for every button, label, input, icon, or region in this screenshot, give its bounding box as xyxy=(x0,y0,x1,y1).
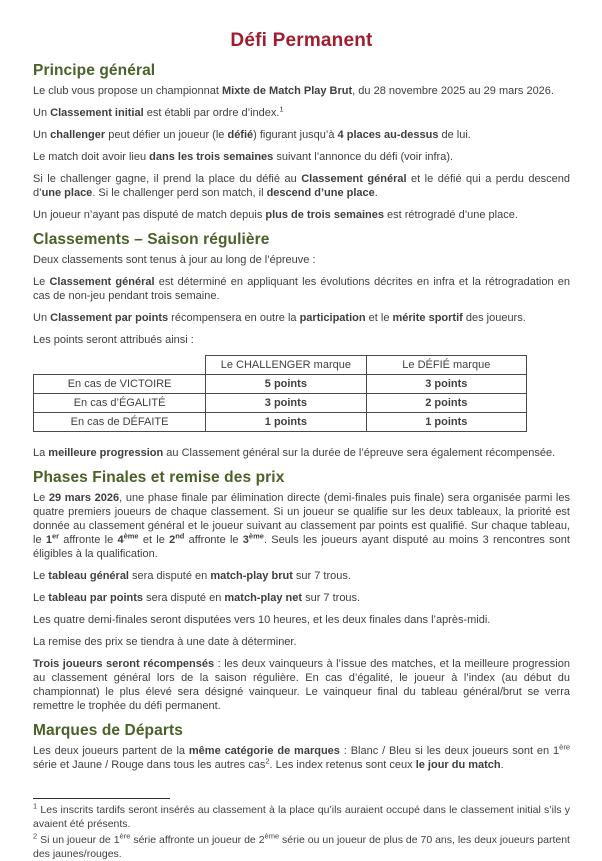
bold-run: même catégorie de marques xyxy=(188,745,340,757)
bold-run: dans les trois semaines xyxy=(149,151,274,163)
points-cell: 2 points xyxy=(366,394,526,413)
section-heading: Principe général xyxy=(33,62,156,79)
superscript: 1 xyxy=(279,104,284,114)
text-run: est déterminé en appliquant les évolutions décrites en infra et la rétrogradation en cas de non-jeu pendant trois semaine. xyxy=(33,276,571,302)
text-run: Les points seront attribués ainsi : xyxy=(33,334,194,346)
bold-run: 4 places au-dessus xyxy=(337,129,439,141)
paragraph xyxy=(33,150,570,164)
row-label-cell: En cas de DÉFAITE xyxy=(34,413,206,432)
superscript: 1 xyxy=(33,801,38,811)
text-run: Les deux joueurs partent de la xyxy=(33,745,189,757)
bold-run: Classement général xyxy=(301,173,407,185)
text-run: sera disputé en xyxy=(143,592,225,604)
text-run: est établi par ordre d’index. xyxy=(143,107,280,119)
text-run: Le xyxy=(33,276,50,288)
text-run: au Classement général sur la durée de l’épreuve sera également récompensée. xyxy=(163,447,556,459)
superscript: ère xyxy=(559,742,570,752)
bold-run: 4 xyxy=(117,534,124,546)
superscript: ème xyxy=(264,831,280,841)
text-run: . Si le challenger perd son match, il xyxy=(92,187,267,199)
bold-run: Trois joueurs seront récompensés xyxy=(33,658,215,670)
paragraph xyxy=(33,657,570,713)
text-run: sera disputé en xyxy=(129,570,211,582)
table-header-cell: Le DÉFIÉ marque xyxy=(366,356,526,375)
paragraph xyxy=(33,106,570,120)
text-run: série affronte un joueur de 2 xyxy=(130,834,265,846)
paragraph xyxy=(33,591,570,605)
text-run: . Les index retenus sont ceux xyxy=(269,759,416,771)
text-run: affronte le xyxy=(184,534,243,546)
paragraph xyxy=(33,744,570,772)
table-row xyxy=(34,413,527,432)
text-run: . Seuls les joueurs ayant disputé au moins 3 rencontres sont éligibles à la qualification. xyxy=(33,534,570,560)
points-cell: 1 points xyxy=(366,413,526,432)
bold-run: Mixte de Match Play Brut xyxy=(221,85,353,97)
superscript: ème xyxy=(123,531,139,541)
paragraph xyxy=(33,208,570,222)
text-run: est rétrogradé d’une place. xyxy=(383,209,518,221)
bold-run: descend d’une place xyxy=(266,187,375,199)
text-run: Les quatre demi-finales seront disputées vers 10 heures, et les deux finales dans l’après-midi. xyxy=(33,614,491,626)
bold-run: Classement initial xyxy=(50,107,144,119)
bold-run: mérite sportif xyxy=(392,312,463,324)
text-run: suivant l’annonce du défi (voir infra). xyxy=(273,151,454,163)
text-run: récompensera en outre la xyxy=(168,312,300,324)
bold-run: une place xyxy=(41,187,93,199)
bold-run: plus de trois semaines xyxy=(265,209,384,221)
document-body xyxy=(33,62,570,861)
bold-run: 2 xyxy=(169,534,176,546)
table-blank-cell xyxy=(34,356,206,375)
section-heading: Classements – Saison régulière xyxy=(33,231,270,248)
footnote-separator xyxy=(33,798,170,799)
text-run: Les inscrits tardifs seront insérés au classement à la place qu’ils auraient occupé dans le classement initial s’ils y avaient été présents. xyxy=(33,804,570,830)
text-run: , du 28 novembre 2025 au 29 mars 2026. xyxy=(352,85,554,97)
text-run: La xyxy=(33,447,49,459)
text-run: : Blanc / Bleu si les deux joueurs sont en 1 xyxy=(339,745,560,757)
paragraph xyxy=(33,635,570,649)
text-run: : les deux vainqueurs à l’issue des matches, et la meilleure progression au classement général lors de la saison régulière. En cas d’égalité, le joueur à l’index (au début du championnat) le plus élevé sera désigné vainqueur. Le vainqueur final du tableau général/brut se verra remettre le trophée du défi permanent. xyxy=(33,658,570,712)
text-run: série ou un joueur de plus de 70 ans, les deux joueurs partent des jaunes/rouges. xyxy=(33,834,570,860)
bold-run: match-play net xyxy=(224,592,303,604)
paragraph xyxy=(33,569,570,583)
superscript: ère xyxy=(119,831,131,841)
bold-run: 3 xyxy=(242,534,249,546)
bold-run: défié xyxy=(227,129,254,141)
bold-run: meilleure progression xyxy=(48,447,164,459)
bold-run: tableau par points xyxy=(48,592,144,604)
text-run: Si le challenger gagne, il prend la place du défié au xyxy=(33,173,302,185)
text-run: Un xyxy=(33,107,51,119)
footnote xyxy=(33,801,570,831)
paragraph xyxy=(33,491,570,561)
points-table-wrap xyxy=(33,355,570,432)
text-run: . xyxy=(500,759,504,771)
text-run: Un joueur n’ayant pas disputé de match depuis xyxy=(33,209,266,221)
bold-run: 29 mars 2026 xyxy=(48,492,120,504)
superscript: 2 xyxy=(265,756,270,766)
table-header-row xyxy=(34,356,527,375)
bold-run: 1 xyxy=(45,534,52,546)
table-header-cell: Le CHALLENGER marque xyxy=(206,356,366,375)
table-row xyxy=(34,375,527,394)
text-run: et le xyxy=(138,534,170,546)
text-run: sur 7 trous. xyxy=(292,570,351,582)
bold-run: Classement général xyxy=(49,276,155,288)
paragraph xyxy=(33,275,570,303)
text-run: et le xyxy=(365,312,393,324)
text-run: Le xyxy=(33,592,49,604)
points-cell: 5 points xyxy=(206,375,366,394)
bold-run: le jour du match xyxy=(415,759,501,771)
section-heading: Phases Finales et remise des prix xyxy=(33,469,285,486)
text-run: Deux classements sont tenus à jour au long de l’épreuve : xyxy=(33,254,316,266)
text-run: Le club vous propose un championnat xyxy=(33,85,222,97)
text-run: peut défier un joueur (le xyxy=(105,129,228,141)
paragraph xyxy=(33,172,570,200)
points-cell: 1 points xyxy=(206,413,366,432)
paragraph xyxy=(33,613,570,627)
section-heading: Marques de Départs xyxy=(33,722,183,739)
paragraph xyxy=(33,446,570,460)
text-run: affronte le xyxy=(59,534,118,546)
paragraph xyxy=(33,253,570,267)
document-title: Défi Permanent xyxy=(230,30,373,51)
text-run: série et Jaune / Rouge dans tous les autres cas xyxy=(33,759,266,771)
footnote xyxy=(33,831,570,861)
superscript: nd xyxy=(175,531,185,541)
paragraph xyxy=(33,128,570,142)
points-table xyxy=(33,355,527,432)
text-run: , une phase finale par élimination directe (demi-finales puis finale) sera organisée parmi les quatre premiers joueurs de chaque classement. Si un joueur se qualifie sur les deux tableaux, la priorité est donnée au classement général et le joueur suivant au classement par points est qualifié. Sur chaque tableau, le xyxy=(33,492,570,546)
row-label-cell: En cas d’ÉGALITÉ xyxy=(34,394,206,413)
text-run: Un xyxy=(33,312,51,324)
bold-run: challenger xyxy=(50,129,106,141)
paragraph xyxy=(33,333,570,347)
points-cell: 3 points xyxy=(206,394,366,413)
table-row xyxy=(34,394,527,413)
paragraph xyxy=(33,84,570,98)
text-run: de lui. xyxy=(438,129,471,141)
text-run: Le xyxy=(33,492,49,504)
superscript: ème xyxy=(248,531,264,541)
bold-run: Classement par points xyxy=(50,312,169,324)
text-run: . xyxy=(374,187,378,199)
text-run: ) figurant jusqu’à xyxy=(253,129,338,141)
bold-run: match-play brut xyxy=(210,570,293,582)
text-run: des joueurs. xyxy=(462,312,526,324)
text-run: La remise des prix se tiendra à une date à déterminer. xyxy=(33,636,297,648)
row-label-cell: En cas de VICTOIRE xyxy=(34,375,206,394)
bold-run: tableau général xyxy=(48,570,129,582)
text-run: Le match doit avoir lieu xyxy=(33,151,150,163)
text-run: sur 7 trous. xyxy=(302,592,361,604)
paragraph xyxy=(33,311,570,325)
text-run: Si un joueur de 1 xyxy=(37,834,120,846)
text-run: et le défié qui a perdu descend d’ xyxy=(33,173,570,199)
bold-run: participation xyxy=(299,312,366,324)
text-run: Un xyxy=(33,129,51,141)
points-cell: 3 points xyxy=(366,375,526,394)
text-run: Le xyxy=(33,570,49,582)
superscript: 2 xyxy=(33,831,38,841)
superscript: er xyxy=(51,531,60,541)
